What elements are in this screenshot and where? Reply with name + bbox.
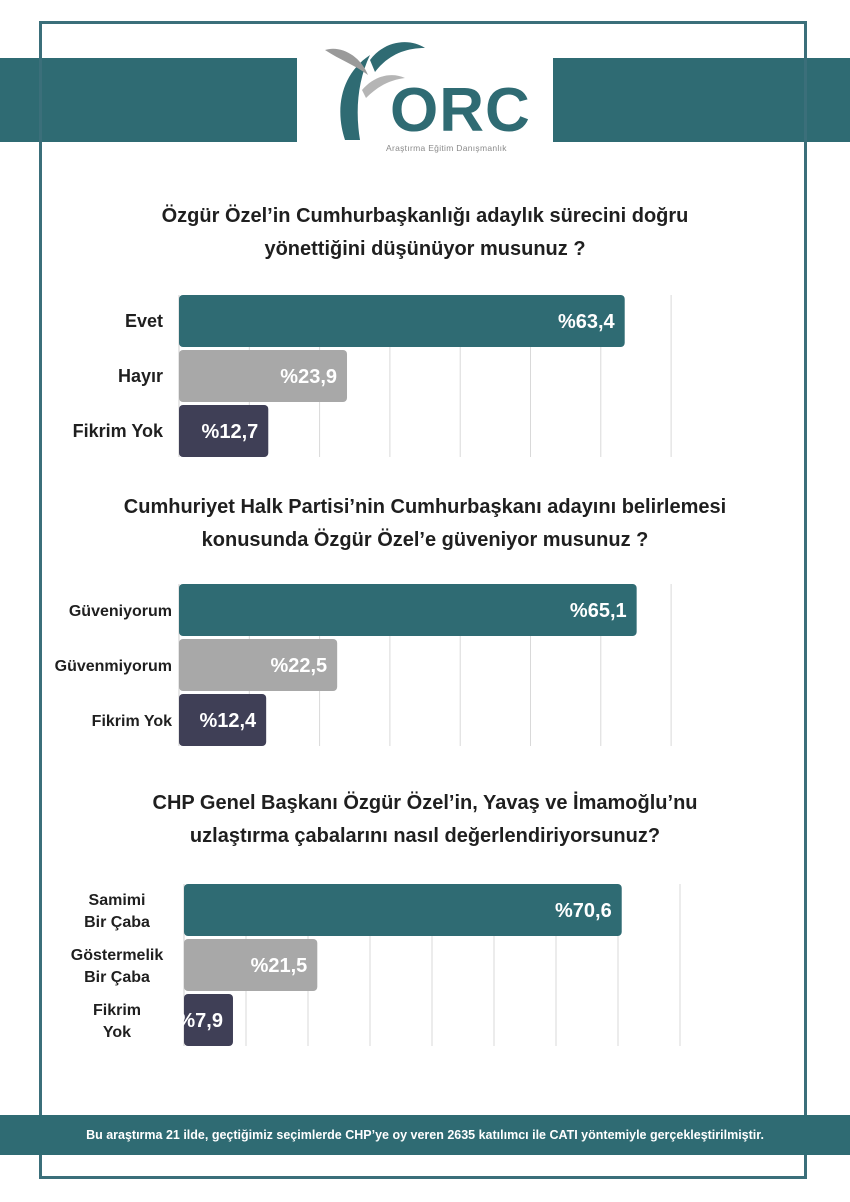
chart-1-category-label-3: Fikrim Yok: [72, 421, 163, 441]
question-3-line1: CHP Genel Başkanı Özgür Özel’in, Yavaş ve İmamoğlu’nu: [152, 792, 698, 814]
footer-note: Bu araştırma 21 ilde, geçtiğimiz seçimlerde CHP’ye oy veren 2635 katılımcı ile CATI yöntemiyle gerçekleştirilmiştir.: [0, 1115, 850, 1155]
chart-3-category-label-2: Bir Çaba: [84, 969, 150, 986]
question-2-line2: konusunda Özgür Özel’e güveniyor musunuz ?: [201, 529, 649, 551]
chart-3-category-label-3: Fikrim: [92, 1002, 142, 1019]
chart-3-value-label-1: %70,6: [555, 900, 612, 922]
question-1-line2: yönettiğini düşünüyor musunuz ?: [264, 238, 586, 260]
chart-3-category-label-1: Bir Çaba: [84, 914, 150, 931]
chart-3-value-label-2: %21,5: [250, 955, 308, 977]
question-3-line2: uzlaştırma çabalarını nasıl değerlendiriyorsunuz?: [189, 825, 661, 847]
chart-3-category-label-1: Samimi: [88, 892, 146, 909]
chart-1-value-label-2: %23,9: [280, 366, 338, 388]
chart-3-category-label-2: Göstermelik: [70, 947, 164, 964]
chart-2-value-label-1: %65,1: [569, 600, 627, 622]
chart-1-category-label-2: Hayır: [117, 366, 163, 386]
chart-2-value-label-2: %22,5: [270, 655, 328, 677]
question-2-line1: Cumhuriyet Halk Partisi’nin Cumhurbaşkanı adayını belirlemesi: [123, 496, 727, 518]
chart-2-category-label-1: Güveniyorum: [68, 603, 172, 620]
chart-3-category-label-3: Yok: [102, 1024, 132, 1041]
chart-1-category-label-1: Evet: [124, 311, 163, 331]
chart-1-value-label-3: %12,7: [201, 421, 259, 443]
chart-3-value-label-3: %7,9: [177, 1010, 223, 1032]
chart-1-value-label-1: %63,4: [557, 311, 615, 333]
question-1-line1: Özgür Özel’in Cumhurbaşkanlığı adaylık sürecini doğru: [161, 205, 689, 227]
logo-tagline: Araştırma Eğitim Danışmanlık: [386, 143, 507, 153]
chart-2-bar-1: [179, 584, 637, 636]
chart-2-category-label-2: Güvenmiyorum: [54, 658, 172, 675]
chart-2-value-label-3: %12,4: [199, 710, 257, 732]
chart-2-category-label-3: Fikrim Yok: [91, 713, 172, 730]
logo-text: ORC: [390, 76, 531, 145]
